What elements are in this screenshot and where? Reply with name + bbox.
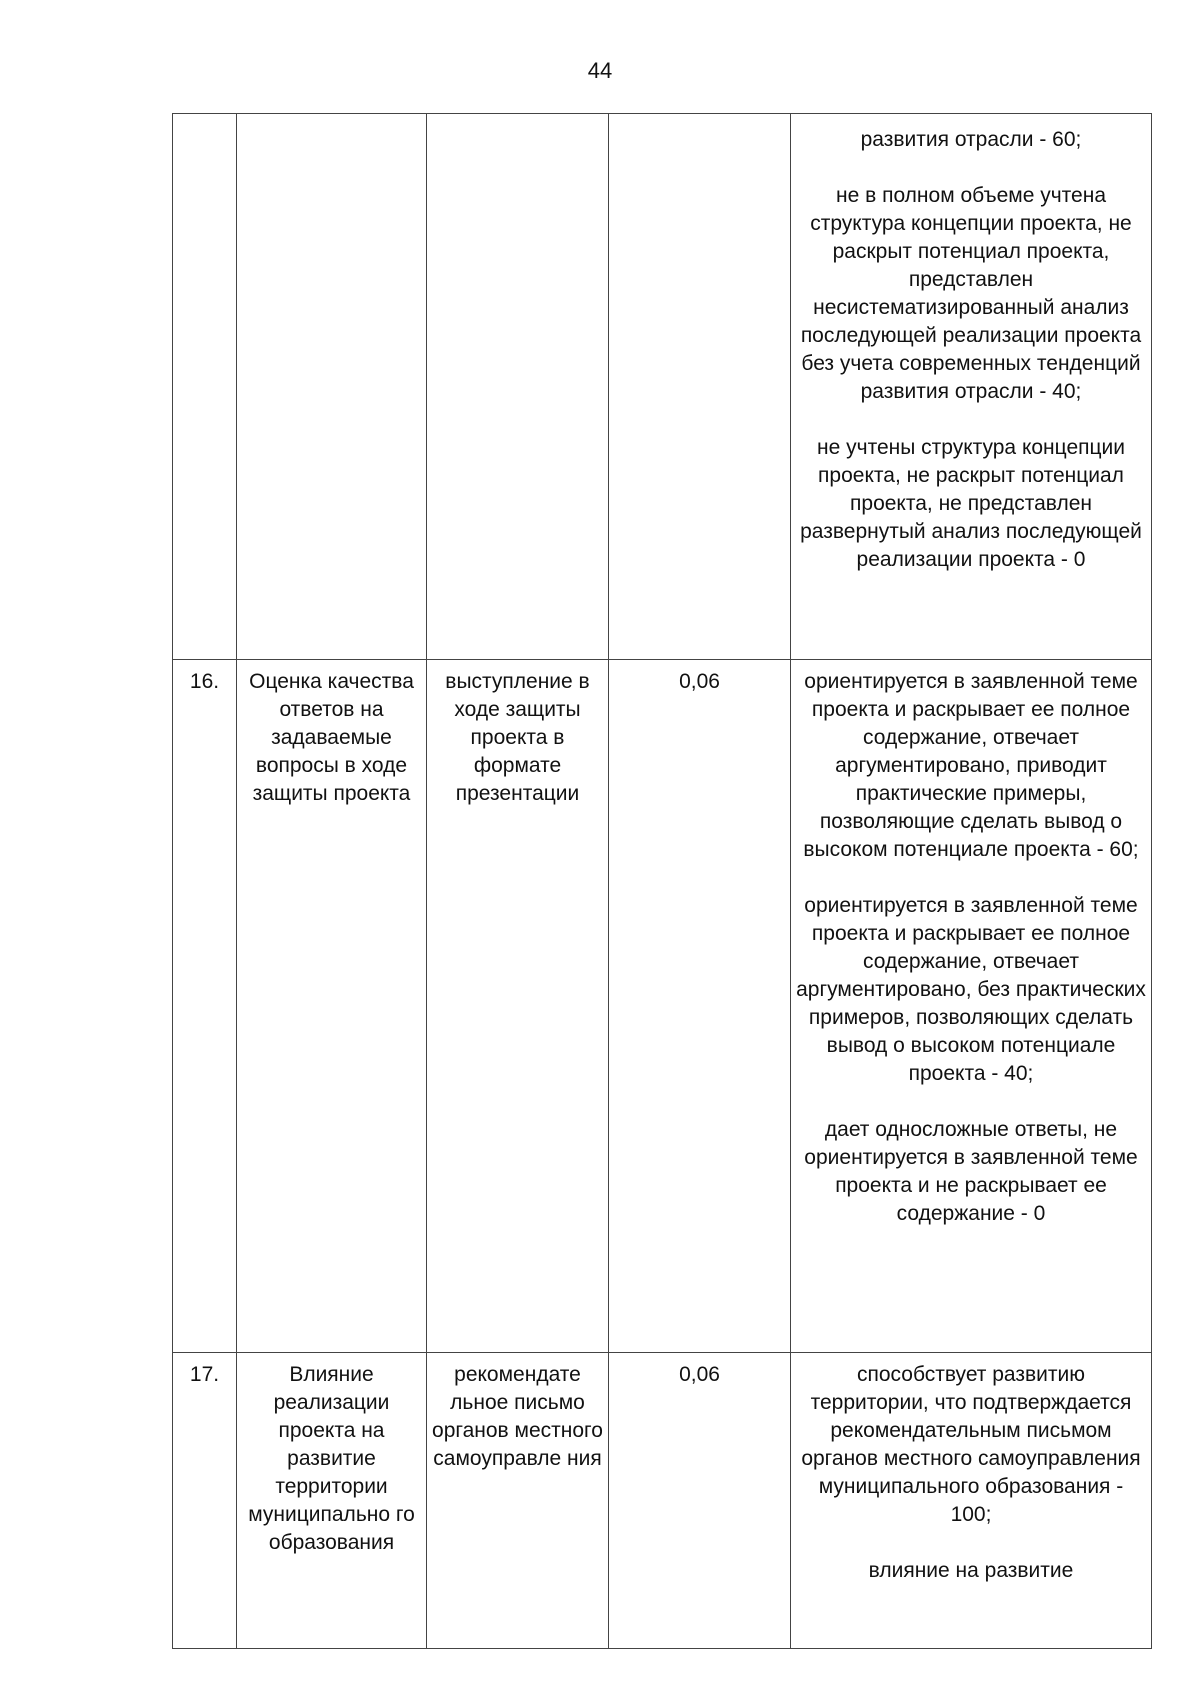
weight-cell: 0,06 (609, 660, 791, 1353)
criterion-cell: Оценка качества ответов на задаваемые вопросы в ходе защиты проекта (237, 660, 427, 1353)
scoring-cell (791, 660, 1152, 1353)
criterion-cell: Влияние реализации проекта на развитие территории муниципально го образования (237, 1353, 427, 1649)
scoring-paragraph: влияние на развитие (868, 1559, 1074, 1582)
scoring-paragraph: не в полном объеме учтена структура концепции проекта, не раскрыт потенциал проекта, представлен несистематизированный анализ последующей реализации проекта без учета современных тенденций развития отрасли - 40; (800, 184, 1142, 403)
criteria-table (172, 113, 1152, 1649)
scoring-cell (791, 114, 1152, 660)
scoring-paragraph: не учтены структура концепции проекта, не раскрыт потенциал проекта, не представлен развернутый анализ последующей реализации проекта - 0 (800, 436, 1142, 571)
page-number: 44 (587, 58, 613, 83)
scoring-cell (791, 1353, 1152, 1649)
row-number: 16. (173, 660, 237, 1353)
scoring-paragraph: дает односложные ответы, не ориентируется в заявленной теме проекта и не раскрывает ее содержание - 0 (804, 1118, 1138, 1225)
weight-cell (609, 114, 791, 660)
row-number: 17. (173, 1353, 237, 1649)
source-cell: рекомендате льное письмо органов местного самоуправле ния (427, 1353, 609, 1649)
scoring-paragraph: ориентируется в заявленной теме проекта и раскрывает ее полное содержание, отвечает аргументировано, без практических примеров, позволяющих сделать вывод о высоком потенциале проекта - 40; (796, 894, 1146, 1085)
criterion-cell (237, 114, 427, 660)
table-row (173, 1353, 1152, 1649)
scoring-paragraph: развития отрасли - 60; (860, 128, 1082, 151)
table-row (173, 660, 1152, 1353)
scoring-paragraph: способствует развитию территории, что подтверждается рекомендательным письмом органов местного самоуправления муниципального образования - 100; (801, 1363, 1141, 1526)
scoring-paragraph: ориентируется в заявленной теме проекта и раскрывает ее полное содержание, отвечает аргументировано, приводит практические примеры, позволяющие сделать вывод о высоком потенциале проекта - 60; (803, 670, 1139, 861)
source-cell (427, 114, 609, 660)
row-number (173, 114, 237, 660)
weight-cell: 0,06 (609, 1353, 791, 1649)
source-cell: выступление в ходе защиты проекта в формате презентации (427, 660, 609, 1353)
table-row (173, 114, 1152, 660)
